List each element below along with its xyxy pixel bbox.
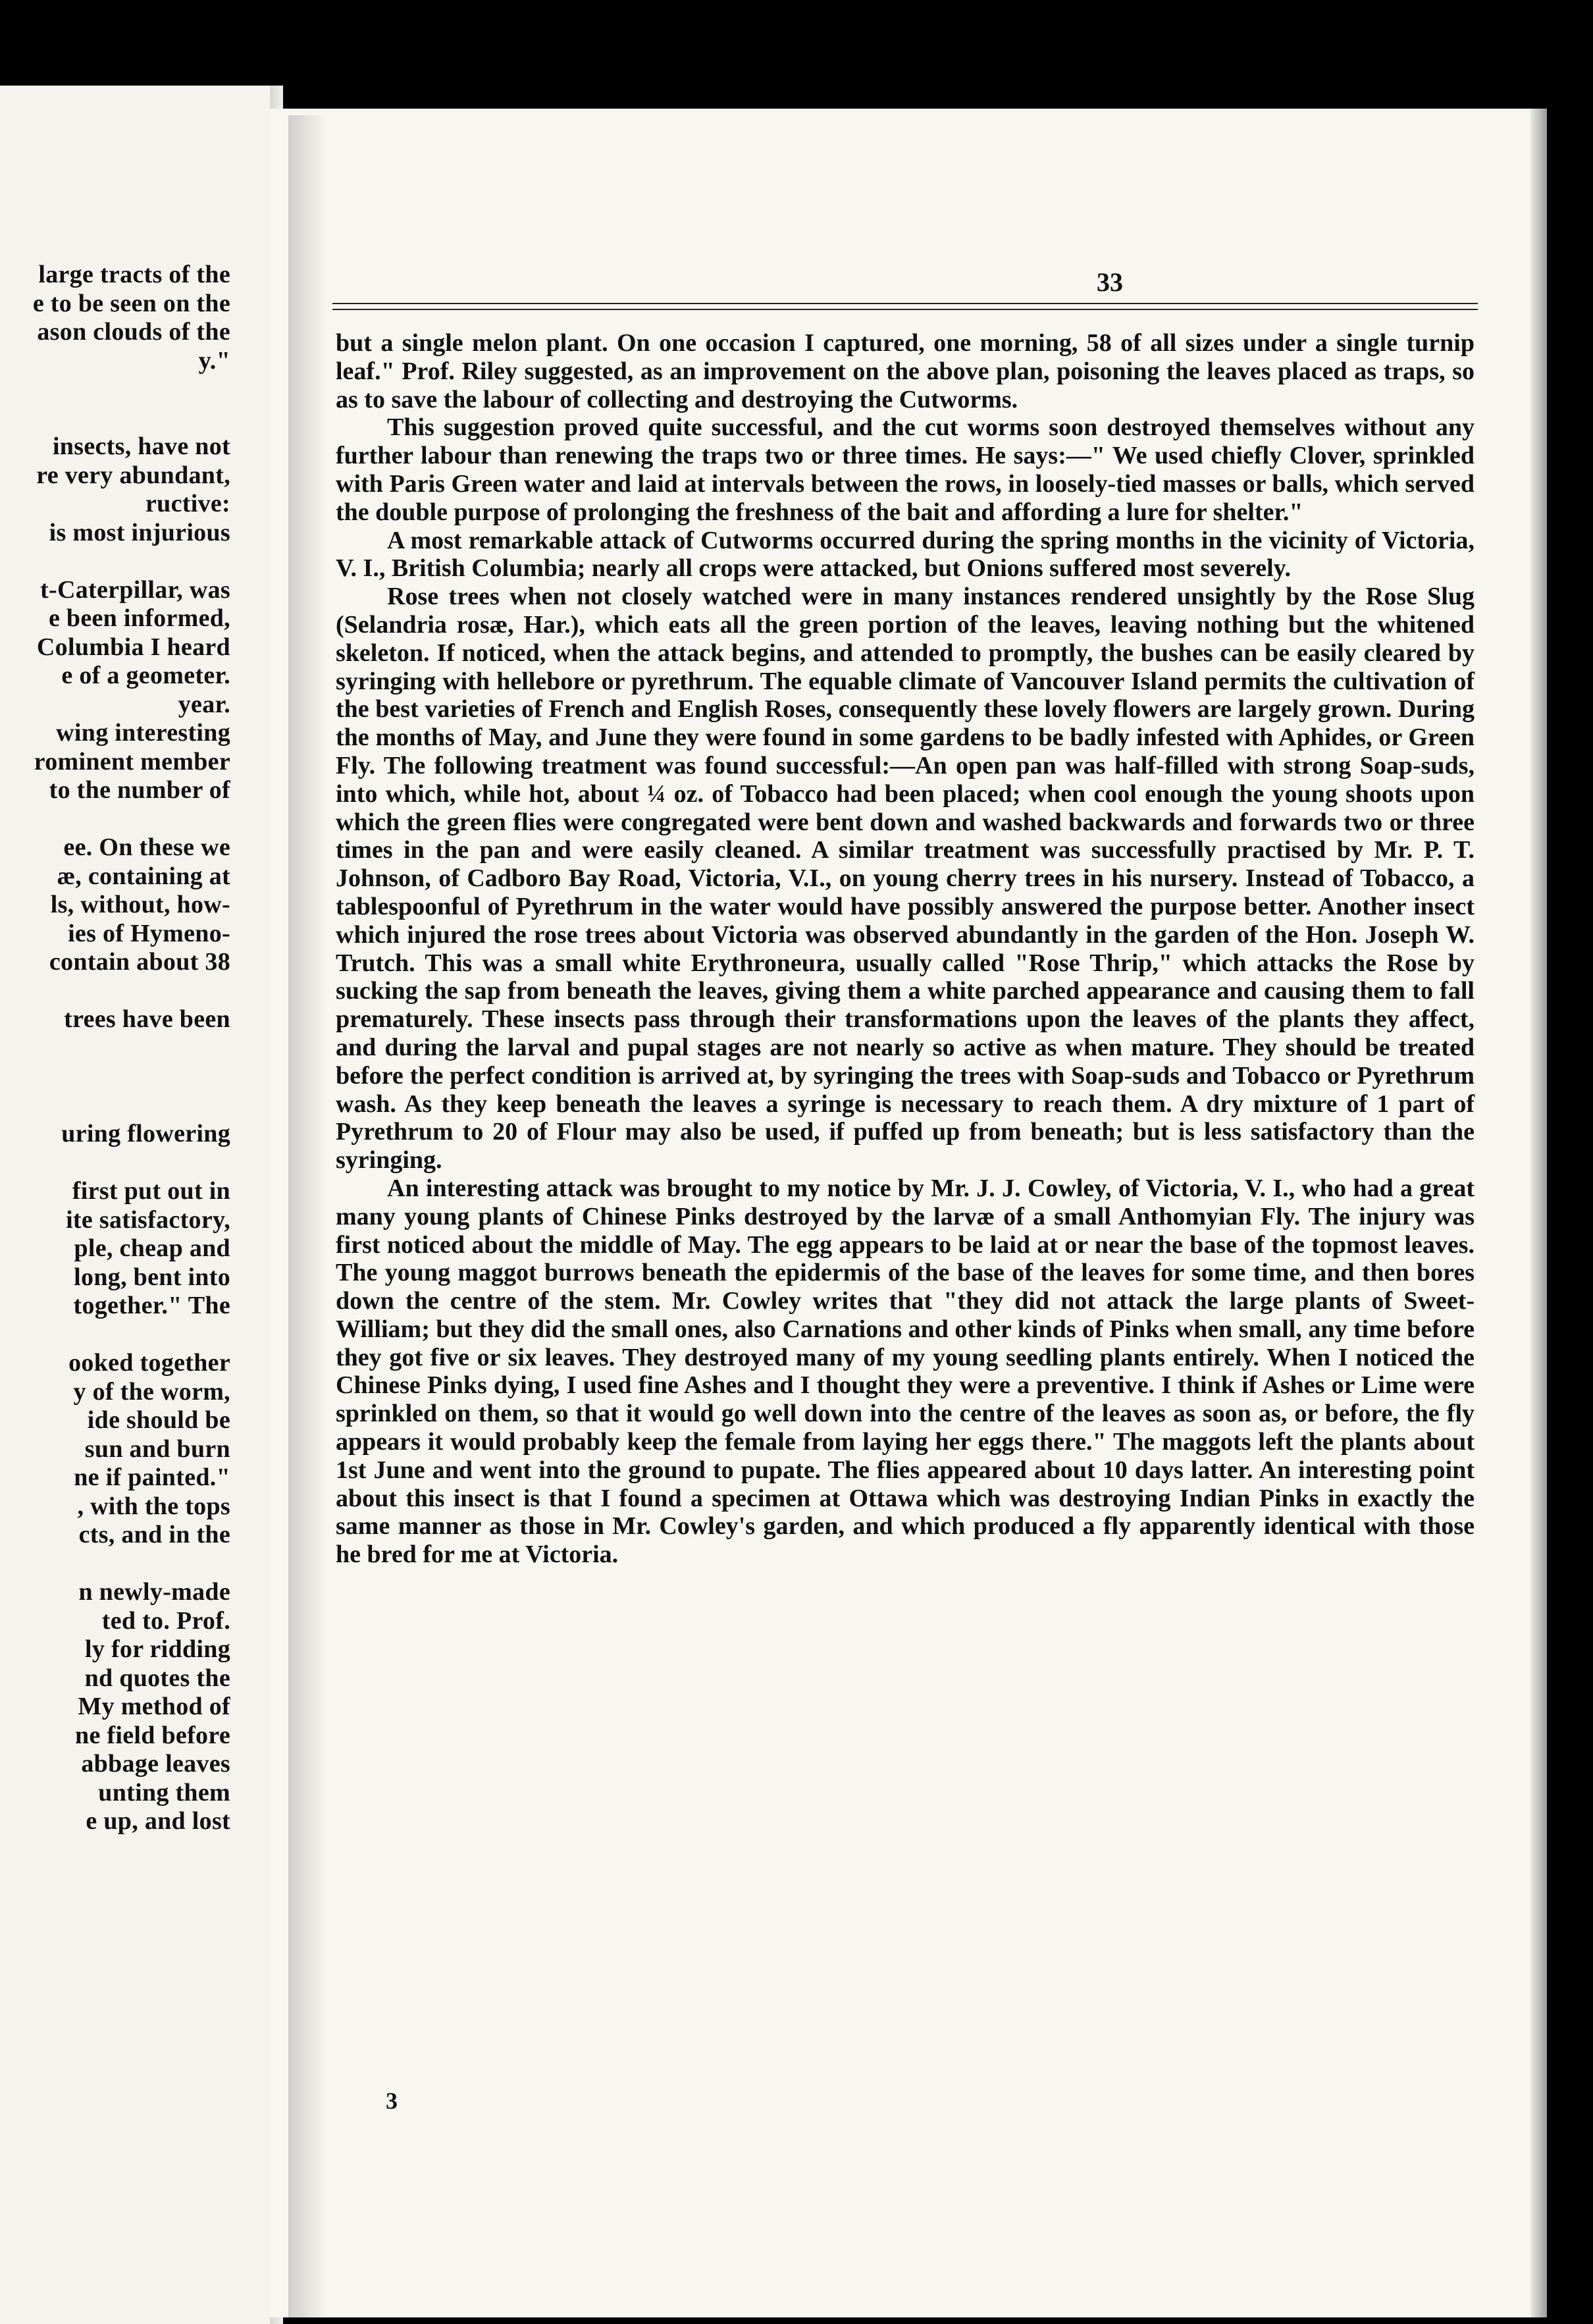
page-edge [1530, 109, 1547, 2317]
left-page-line: , with the tops [77, 1492, 230, 1520]
left-page-line: ide should be [87, 1406, 230, 1434]
left-page-line: ple, cheap and [74, 1234, 230, 1262]
left-page-line: Columbia I heard [36, 633, 230, 661]
paragraph-5: An interesting attack was brought to my notice by Mr. J. J. Cowley, of Victoria, V. I., who had a great many young plants of Chinese Pinks destroyed by the larvæ of a small Anthomyian Fly. The injury was first noticed about the middle of May. The egg appears to be laid at or near the base of the topmost leaves. The young maggot burrows beneath the epidermis of the base of the leaves for some time, and then bores down the centre of the stem. Mr. Cowley writes that "they did not attack the large plants of Sweet-William; but they did the small ones, also Carnations and other kinds of Pinks when small, any time before they got five or six leaves. They destroyed many of my young seedling plants entirely. When I noticed the Chinese Pinks dying, I used fine Ashes and I thought they were a preventive. I think if Ashes or Lime were sprinkled on them, so that it would go well down into the centre of the leaves as soon as, or before, the fly appears it would probably keep the female from laying her eggs there." The maggots left the plants about 1st June and went into the ground to pupate. The flies appeared about 10 days latter. An interesting point about this insect is that I found a specimen at Ottawa which was destroying Indian Pinks in exactly the same manner as those in Mr. Cowley's garden, and which produced a fly apparently identical with those he bred for me at Victoria. [336, 1174, 1475, 1569]
left-page-line: large tracts of the [38, 261, 230, 288]
left-page-line: ne field before [75, 1721, 230, 1749]
right-page [270, 109, 1544, 2317]
left-page-line: ies of Hymeno- [68, 919, 230, 947]
left-page-line: unting them [98, 1778, 230, 1807]
left-page-line: uring flowering [61, 1120, 230, 1148]
paragraph-3: A most remarkable attack of Cutworms occurred during the spring months in the vicinity of Victoria, V. I., British Columbia; nearly all crops were attacked, but Onions suffered most severely. [336, 526, 1475, 583]
left-page-line: n newly-made [78, 1578, 230, 1606]
left-page-line: My method of [78, 1693, 230, 1720]
header-rule [332, 303, 1478, 310]
left-page-line: trees have been [64, 1005, 230, 1033]
left-page-line: cts, and in the [78, 1521, 230, 1548]
left-page-line: e been informed, [48, 604, 230, 632]
paragraph-2: This suggestion proved quite successful, and the cut worms soon destroyed themselves without any further labour than renewing the traps two or three times. He says:—" We used chiefly Clover, sprinkled with Paris Green water and laid at intervals between the rows, in loosely-tied masses or balls, which served the double purpose of prolonging the freshness of the bait and affording a lure for shelter." [336, 413, 1475, 526]
left-page-line: insects, have not [52, 433, 230, 460]
left-page-line: ted to. Prof. [101, 1606, 230, 1635]
left-page-line: y." [198, 346, 230, 375]
left-page-line: e to be seen on the [32, 289, 230, 317]
left-page-line: year. [178, 690, 230, 718]
left-page-line: ason clouds of the [37, 318, 230, 346]
paragraph-4: Rose trees when not closely watched were in many instances rendered unsightly by the Rose Slug (Selandria rosæ, Har.), which eats all the green portion of the leaves, leaving nothing but the whitened skeleton. If noticed, when the attack begins, and attended to promptly, the bushes can be easily cleared by syringing with hellebore or pyrethrum. The equable climate of Vancouver Island permits the cultivation of the best varieties of French and English Roses, consequently these lovely flowers are largely grown. During the months of May, and June they were found in some gardens to be badly infested with Aphides, or Green Fly. The following treatment was found successful:—An open pan was half-filled with strong Soap-suds, into which, while hot, about ¼ oz. of Tobacco had been placed; when cool enough the young shoots upon which the green flies were congregated were bent down and washed backwards and forwards two or three times in the pan and were easily cleaned. A similar treatment was successfully practised by Mr. P. T. Johnson, of Cadboro Bay Road, Victoria, V.I., on young cherry trees in his nursery. Instead of Tobacco, a tablespoonful of Pyrethrum in the water would have possibly answered the purpose better. Another insect which injured the rose trees about Victoria was observed abundantly in the garden of the Hon. Joseph W. Trutch. This was a small white Erythroneura, usually called "Rose Thrip," which attacks the Rose by sucking the sap from beneath the leaves, giving them a white parched appearance and causing them to fall prematurely. These insects pass through their transformations upon the leaves of the plants they affect, and during the larval and pupal stages are not nearly so active as when mature. They should be treated before the perfect condition is arrived at, by syringing the trees with Soap-suds and Tobacco or Pyrethrum wash. As they keep beneath the leaves a syringe is necessary to reach them. A dry mixture of 1 part of Pyrethrum to 20 of Flour may also be used, if puffed up from beneath; but is less satisfactory than the syringing. [336, 583, 1475, 1175]
left-page-line: to the number of [49, 776, 230, 804]
left-page-line: first put out in [72, 1177, 230, 1205]
left-page-line: ls, without, how- [50, 891, 230, 918]
left-page-line: wing interesting [56, 719, 230, 747]
left-page-line: y of the worm, [73, 1377, 230, 1406]
left-page-line: ructive: [145, 490, 230, 517]
left-page-line: abbage leaves [81, 1750, 230, 1778]
left-page-line: e of a geometer. [61, 662, 230, 689]
left-page-line: ite satisfactory, [66, 1205, 230, 1234]
left-page-line: together." The [73, 1292, 230, 1319]
left-page-line: ne if painted." [74, 1464, 230, 1491]
signature-mark: 3 [386, 2088, 398, 2114]
left-page-line: ee. On these we [63, 833, 230, 861]
left-page-line: contain about 38 [49, 948, 230, 976]
page-body [336, 329, 1475, 1569]
left-page-line: e up, and lost [86, 1807, 230, 1835]
left-page-line: long, bent into [74, 1263, 230, 1291]
page-number: 33 [1097, 267, 1123, 297]
left-page-line: ooked together [68, 1349, 230, 1377]
left-page-line: rominent member [34, 747, 230, 776]
left-page-line: nd quotes the [84, 1664, 230, 1692]
left-page [0, 86, 283, 2324]
binding-shadow [288, 115, 328, 2317]
left-page-line: is most injurious [49, 518, 230, 546]
left-page-line: t-Caterpillar, was [40, 575, 230, 604]
paragraph-1: but a single melon plant. On one occasion I captured, one morning, 58 of all sizes under a single turnip leaf." Prof. Riley suggested, as an improvement on the above plan, poisoning the leaves placed as traps, so as to save the labour of collecting and destroying the Cutworms. [336, 329, 1475, 413]
left-page-line: re very abundant, [36, 461, 230, 489]
left-page-line: sun and burn [84, 1435, 230, 1463]
left-page-line: ly for ridding [85, 1635, 230, 1663]
left-page-line: æ, containing at [57, 862, 230, 890]
